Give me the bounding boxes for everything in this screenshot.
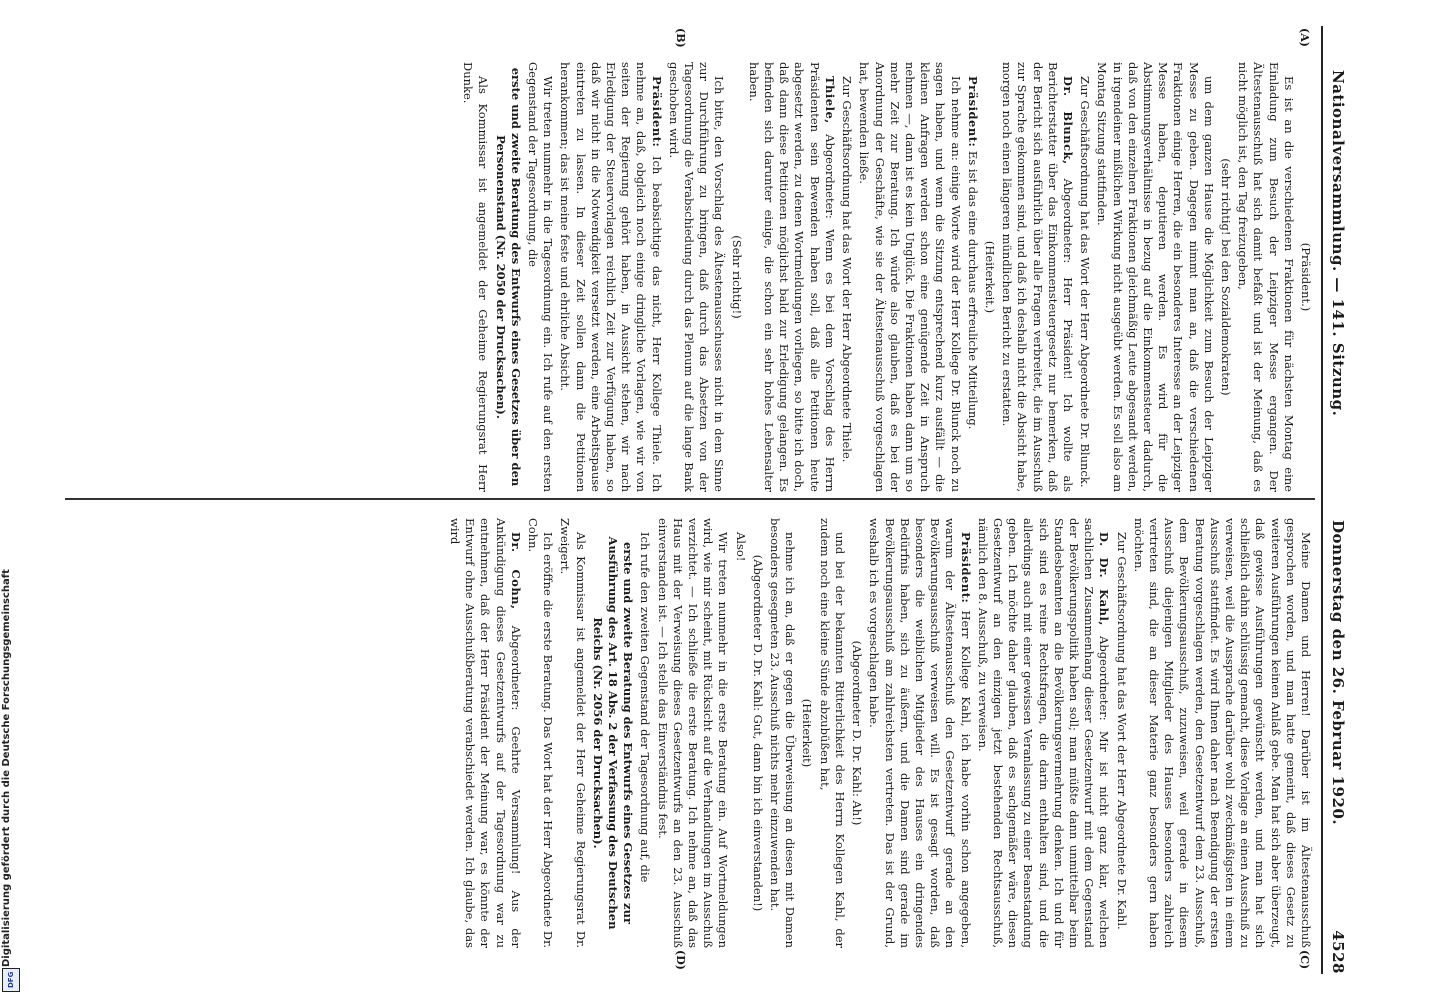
body-paragraph: Es ist an die verschiedenen Fraktionen für nächsten Montag eine Einladung zum Besuch der Leipziger Messe ergangen. Der Ältestenausschuß hat sich damit befaßt und ist der Meinung, daß es nicht möglich ist, den Tag freizugeben, <box>1236 62 1296 492</box>
body-paragraph: Ich nehme an: einige Worte wird der Herr Kollege Dr. Blunck noch zu sagen haben, und wenn die Sitzung entsprechend kurz ausfällt — die kleinen Anfragen werden schon eine genügende Zeit in Anspruch nehmen —, dann ist es kein Unglück. Die Fraktionen haben dann um so mehr Zeit zur Beratung. Ich würde also glauben, daß es bei der Anordnung der Geschäfte, wie sie der Ältestenausschuß vorgeschlagen hat, bewenden ließe. <box>857 62 963 492</box>
left-column <box>458 62 1313 492</box>
interjection: (Sehr richtig!) <box>729 235 744 319</box>
speech-paragraph <box>999 62 1075 492</box>
speaker-name: Präsident: <box>958 532 973 604</box>
body-paragraph: Zur Geschäftsordnung hat das Wort der Herr Abgeordnete Dr. Blunck. <box>1078 76 1093 488</box>
speech-paragraph <box>975 518 1112 948</box>
body-paragraph: nehme ich an, daß er gegen die Überweisung an diesen mit Damen besonders gesegneten 23. Ausschuß nichts mehr einzuwenden hat. <box>768 518 798 948</box>
interjection: (Heiterkeit) <box>800 698 815 768</box>
column-divider <box>65 498 1315 500</box>
speech-paragraph <box>746 62 837 492</box>
speaker-name: Präsident: <box>649 76 664 148</box>
speech-paragraph <box>965 62 980 492</box>
dfg-logo: DFG <box>2 968 20 992</box>
speaker-name: Präsident: <box>965 76 980 148</box>
session-date: Donnerstag den 26. Februar 1920. <box>1329 520 1347 826</box>
right-column <box>445 518 1313 948</box>
margin-letter-d: (D) <box>674 950 687 970</box>
agenda-item: erste und zweite Beratung des Entwurfs eines Gesetzes zur Ausführung des Art. 18 Abs. 2 der Verfassung des Deutschen Reichs (Nr. 2056 der Drucksachen). <box>590 536 636 930</box>
interjection: (Abgeordneter D. Dr. Kahl: Ah!) <box>850 640 865 826</box>
speaker-name: Thiele, <box>822 76 837 124</box>
interjection: (Präsident.) <box>1299 242 1313 312</box>
header-rule <box>1321 26 1323 974</box>
body-paragraph: Wir treten nunmehr in die erste Beratung ein. Auf Wortmeldungen wird, wie mir scheint, mit Rücksicht auf die Verhandlungen im Ausschuß verzichtet. — Ich schließe die erste Beratung. Ich nehme an, daß das Haus mit der Verweisung dieses Gesetzentwurfs an den 23. Ausschuß einverstanden ist. — Ich stelle das Einverständnis fest. <box>655 518 731 948</box>
speech-paragraph <box>557 62 663 492</box>
body-paragraph: Ich rufe den zweiten Gegenstand der Tagesordnung auf, die <box>638 532 653 883</box>
speech-text: Ich beabsichtige das nicht, Herr Kollege Thiele. Ich nehme an, daß, obgleich noch einige dringliche Vorlagen, wie wir von seiten der Regierung gehört haben, in Aussicht stehen, wir nach Erledigung der Steuervorlagen reichlich Zeit zur Verfügung haben, so daß wir nicht in die Notwendigkeit versetzt werden, eine Arbeitspause eintreten zu lassen. In dieser Zeit sollen dann die Petitionen herankommen; das ist meine feste und ehrliche Absicht. <box>558 62 664 492</box>
interjection: (sehr richtig! bei den Sozialdemokraten) <box>1218 158 1233 396</box>
body-paragraph: Ich eröffne die erste Beratung. Das Wort hat der Herr Abgeordnete Dr. Cohn. <box>526 518 556 948</box>
document-page <box>45 20 1355 980</box>
interjection: (Abgeordneter D. Dr. Kahl: Gut, dann bin ich einverstanden!) <box>750 554 765 912</box>
body-paragraph: Wir treten nunmehr in die Tagesordnung ein. Ich rufe auf den ersten Gegenstand der Tagesordnung, die <box>526 62 556 492</box>
speaker-name: D. Dr. Kahl, <box>1097 532 1112 626</box>
speech-paragraph <box>866 518 972 948</box>
interjection: (Heiterkeit.) <box>982 240 997 314</box>
body-paragraph: Ich bitte, den Vorschlag des Ältestenausschusses nicht in dem Sinne zur Durchführung zu bringen, daß durch das Absetzen von der Tagesordnung die Verabschiedung durch das Plenum auf die lange Bank geschoben wird. <box>666 62 727 492</box>
speech-text: Es ist das eine durchaus erfreuliche Mitteilung. <box>965 147 980 430</box>
margin-letter-c: (C) <box>1298 950 1311 970</box>
speaker-name: Dr. Blunck, <box>1060 76 1075 165</box>
speech-text: Herr Kollege Kahl, ich habe vorhin schon angegeben, warum der Ältestenausschuß den Gesetzentwurf gerade an den Bevölkerungsausschuß verweisen will. Es ist gesagt worden, daß besonders die weiblichen Mitglieder des Hauses ein dringendes Bedürfnis haben, sich zu äußern, und die Damen sind gerade im Bevölkerungsausschuß am zahlreichsten vertreten. Das ist der Grund, weshalb ich es vorgeschlagen habe. <box>867 518 973 948</box>
session-title: Nationalversammlung. — 141. Sitzung. <box>1329 70 1347 417</box>
body-paragraph: und bei der bekannten Ritterlichkeit des Herrn Kollegen Kahl, der zudem noch eine kleine Sünde abzubüßen hat, <box>817 518 847 948</box>
speaker-name: Dr. Cohn, <box>508 532 523 610</box>
speech-paragraph <box>447 518 523 948</box>
speech-text: Abgeordneter: Wenn es bei dem Vorschlag des Herrn Präsidenten sein Bewenden haben soll, daß alle Petitionen heute abgesetzt werden, zu denen Wortmeldungen vorliegen, so bitte ich doch, daß dann diese Petitionen möglichst bald zur Erledigung gelangen. Es befinden sich darunter einige, die schon ein sehr hohes Lebensalter haben. <box>746 62 837 492</box>
body-paragraph: Meine Damen und Herren! Darüber ist im Ältestenausschuß gesprochen worden, und man hatte gemeint, daß dieses Gesetz zu weiteren Ausführungen keinen Anlaß gebe. Man hat sich aber überzeugt, daß gewisse Ausführungen gewünscht werden, und man hat sich schließlich dahin schlüssig gemacht, diese Vorlage an einen Ausschuß zu verweisen, weil die Aussprache darüber wohl zweckmäßigsten in einem Ausschuß stattfindet. Es wird Ihnen daher nach Beendigung der ersten Beratung vorgeschlagen werden, den Gesetzentwurf dem 23. Ausschuß, dem Bevölkerungsausschuß, zuzuweisen, weil gerade in diesem Ausschuß diejenigen Mitglieder des Hauses besonders zahlreich vertreten sind, die an dieser Materie ganz besonders gern haben möchten. <box>1131 518 1313 948</box>
speech-text: Abgeordneter: Geehrte Versammlung! Aus der Ankündigung dieses Gesetzentwurfs auf der Tagesordnung war zu entnehmen, daß der Herr Präsident der Meinung war, es könnte der Entwurf ohne Ausschußberatung verabschiedet werden. Ich glaube, das wird <box>448 518 523 948</box>
body-paragraph: Zur Geschäftsordnung hat das Wort der Herr Abgeordnete Thiele. <box>840 76 855 463</box>
page-number: 4528 <box>1329 930 1347 974</box>
body-paragraph: um dem ganzen Hause die Möglichkeit zum Besuch der Leipziger Messe zu geben. Dagegen nimmt man an, daß die verschiedenen Fraktionen einige Herren, die ein besonderes Interesse an der Leipziger Messe haben, deputieren werden. Es wird für die Abstimmungsverhältnisse in bezug auf die Einkommensteuer dadurch, daß von den einzelnen Fraktionen gleichmäßig Leute abgesandt werden, in irgendeiner mißlichen Wirkung nicht ausgeübt werden. Es soll also am Montag Sitzung stattfinden. <box>1095 62 1216 492</box>
margin-letter-a: (A) <box>1298 28 1311 47</box>
speech-text: Abgeordneter: Mir ist nicht ganz klar, welchen sachlichen Zusammenhang dieser Gesetzentwurf mit dem Gegenstand der Bevölkerungspolitik haben soll; man müßte dann unmittelbar beim Standesbeamten an die Bevölkerungsvermehrung denken. Ich und für sich sind es reine Rechtsfragen, die darin enthalten sind, und die allerdings auch mit einer gewissen Veranlassung zu einer Beanstandung geben. Ich möchte daher glauben, daß es sachgemäßer wäre, diesen Gesetzentwurf an den einzigen jetzt bestehenden Rechtsausschuß, nämlich den 8. Ausschuß, zu verweisen. <box>975 518 1112 949</box>
margin-letter-b: (B) <box>674 28 687 48</box>
body-paragraph: Als Kommissar ist angemeldet der Herr Geheime Regierungsrat Dr. Zweigert. <box>558 518 588 948</box>
digitization-credit: Digitalisierung gefördert durch die Deutsche Forschungsgemeinschaft <box>1 569 12 967</box>
page-header <box>1321 20 1355 980</box>
agenda-item: erste und zweite Beratung des Entwurfs eines Gesetzes über den Personenstand (Nr. 2050 der Drucksachen). <box>493 67 523 487</box>
body-paragraph: Als Kommissar ist angemeldet der Geheime Regierungsrat Herr Dunke. <box>461 62 491 492</box>
body-paragraph: Also! <box>733 532 748 562</box>
speech-text: Abgeordneter: Herr Präsident! Ich wollte als Berichterstatter über das Einkommensteuergesetz nur bemerken, daß der Bericht sich ausführlich über alle Fragen verbreitet, die im Ausschuß zur Sprache gekommen sind, und daß ich deshalb nicht die Absicht habe, morgen noch einen längeren mündlichen Bericht zu erstatten. <box>1000 62 1075 492</box>
body-paragraph: Zur Geschäftsordnung hat das Wort der Herr Abgeordnete Dr. Kahl. <box>1114 532 1129 930</box>
